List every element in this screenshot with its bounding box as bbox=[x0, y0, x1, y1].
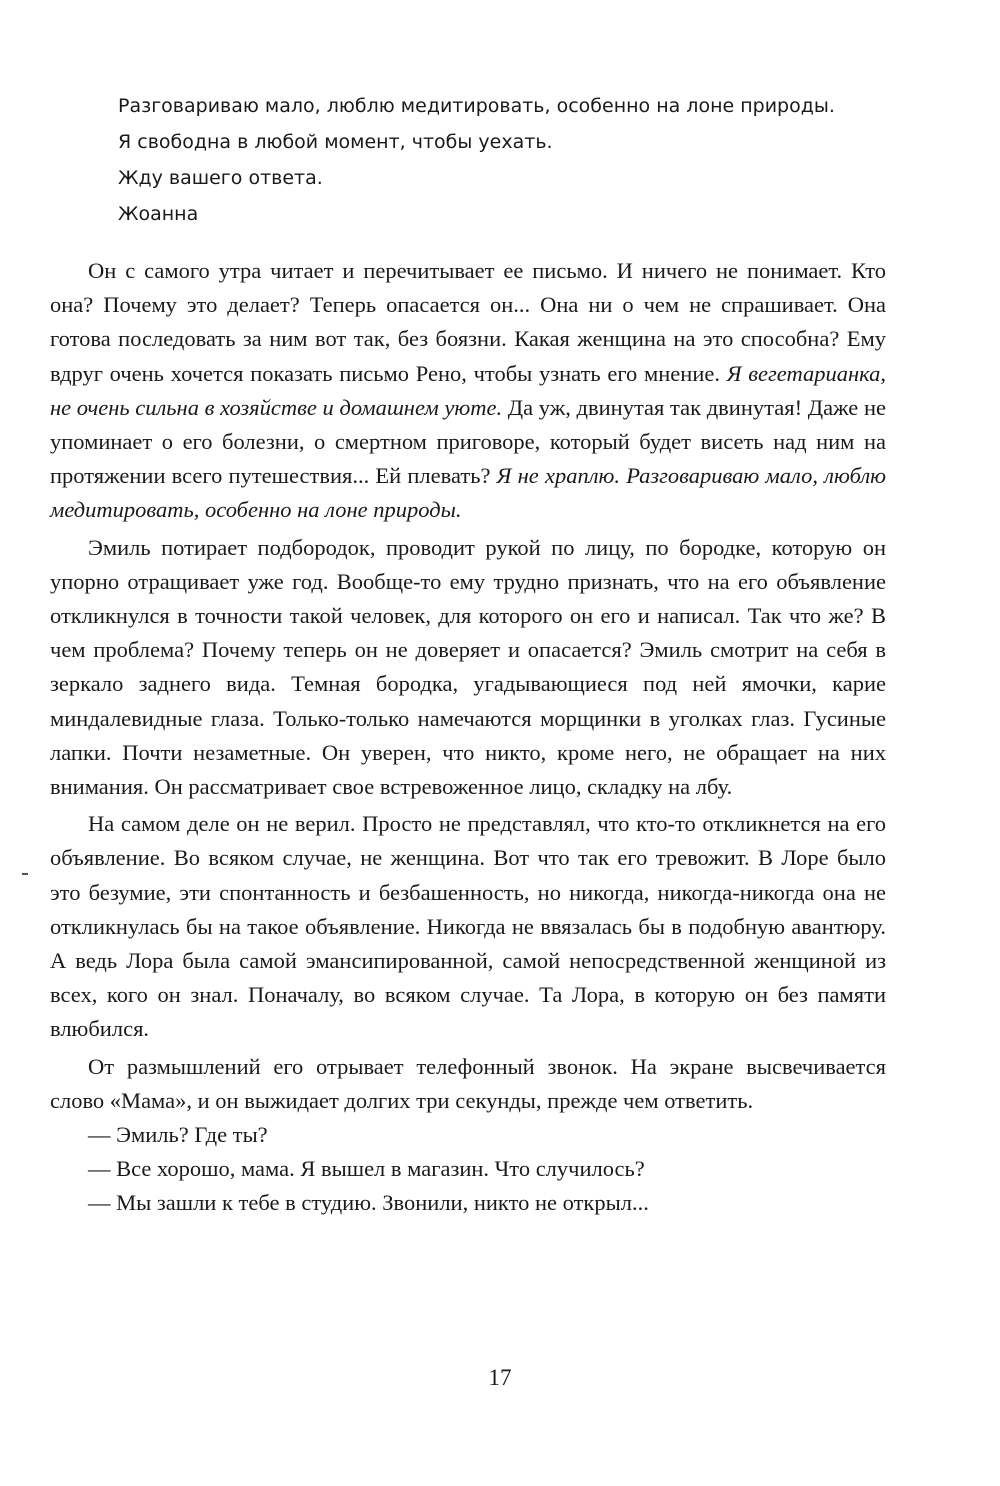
dialog-line: — Эмиль? Где ты? bbox=[88, 1122, 268, 1148]
italic-quote: Я не храплю. Разговариваю мало, люблю медитировать, особенно на лоне природы. bbox=[50, 463, 886, 523]
paragraph-text: Он с самого утра читает и перечитывает ее письмо. И ничего не понимает. Кто она? Почему это делает? Теперь опасается он... Она ни о чем не спрашивает. Она готова последовать за ним вот так, без боязни. Какая женщина на это способна? Ему вдруг очень хочется показать письмо Рено, чтобы узнать его мнение. bbox=[50, 258, 886, 386]
paragraph-text: Да уж, двинутая так двинутая! Даже не упоминает о его болезни, о смертном приговоре, который будет висеть над ним на протяжении всего путешествия... Ей плевать? bbox=[50, 394, 886, 489]
letter-excerpt bbox=[118, 88, 918, 232]
letter-line: Жду вашего ответа. bbox=[118, 167, 323, 189]
letter-line: Я свободна в любой момент, чтобы уехать. bbox=[118, 131, 553, 153]
italic-quote: Я вегетарианка, не очень сильна в хозяйстве и домашнем уюте. bbox=[50, 360, 886, 420]
paragraph: На самом деле он не верил. Просто не представлял, что кто-то откликнется на его объявление. Во всяком случае, не женщина. Вот что так его тревожит. В Лоре было это безумие, эти спонтанность и безбашенность, но никогда, никогда-никогда она не откликнулась бы на такое объявление. Никогда не ввязалась бы в подобную авантюру. А ведь Лора была самой эмансипированной, самой непосредственной женщиной из всех, кого он знал. Поначалу, во всяком случае. Та Лора, в которую он без памяти влюбился. bbox=[50, 811, 886, 1042]
dialog-line: — Мы зашли к тебе в студию. Звонили, никто не открыл... bbox=[88, 1190, 649, 1216]
letter-line: Разговариваю мало, люблю медитировать, особенно на лоне природы. bbox=[118, 95, 835, 117]
main-text bbox=[50, 254, 886, 1221]
dialog-line: — Все хорошо, мама. Я вышел в магазин. Что случилось? bbox=[88, 1156, 645, 1182]
paragraph: От размышлений его отрывает телефонный звонок. На экране высвечивается слово «Мама», и он выжидает долгих три секунды, прежде чем ответить. bbox=[50, 1053, 886, 1113]
paragraph: Эмиль потирает подбородок, проводит рукой по лицу, по бородке, которую он упорно отращивает уже год. Вообще-то ему трудно признать, что на его объявление откликнулся в точности такой человек, для которого он его и написал. Так что же? В чем проблема? Почему теперь он не доверяет и опасается? Эмиль смотрит на себя в зеркало заднего вида. Темная бородка, угадывающиеся под ней ямочки, карие миндалевидные глаза. Только-только намечаются морщинки в уголках глаз. Гусиные лапки. Почти незаметные. Он уверен, что никто, кроме него, не обращает на них внимания. Он рассматривает свое встревоженное лицо, складку на лбу. bbox=[50, 534, 886, 800]
margin-mark bbox=[22, 873, 28, 875]
paragraph bbox=[50, 254, 886, 528]
letter-signature: Жоанна bbox=[118, 203, 199, 225]
page-number: 17 bbox=[488, 1365, 512, 1390]
